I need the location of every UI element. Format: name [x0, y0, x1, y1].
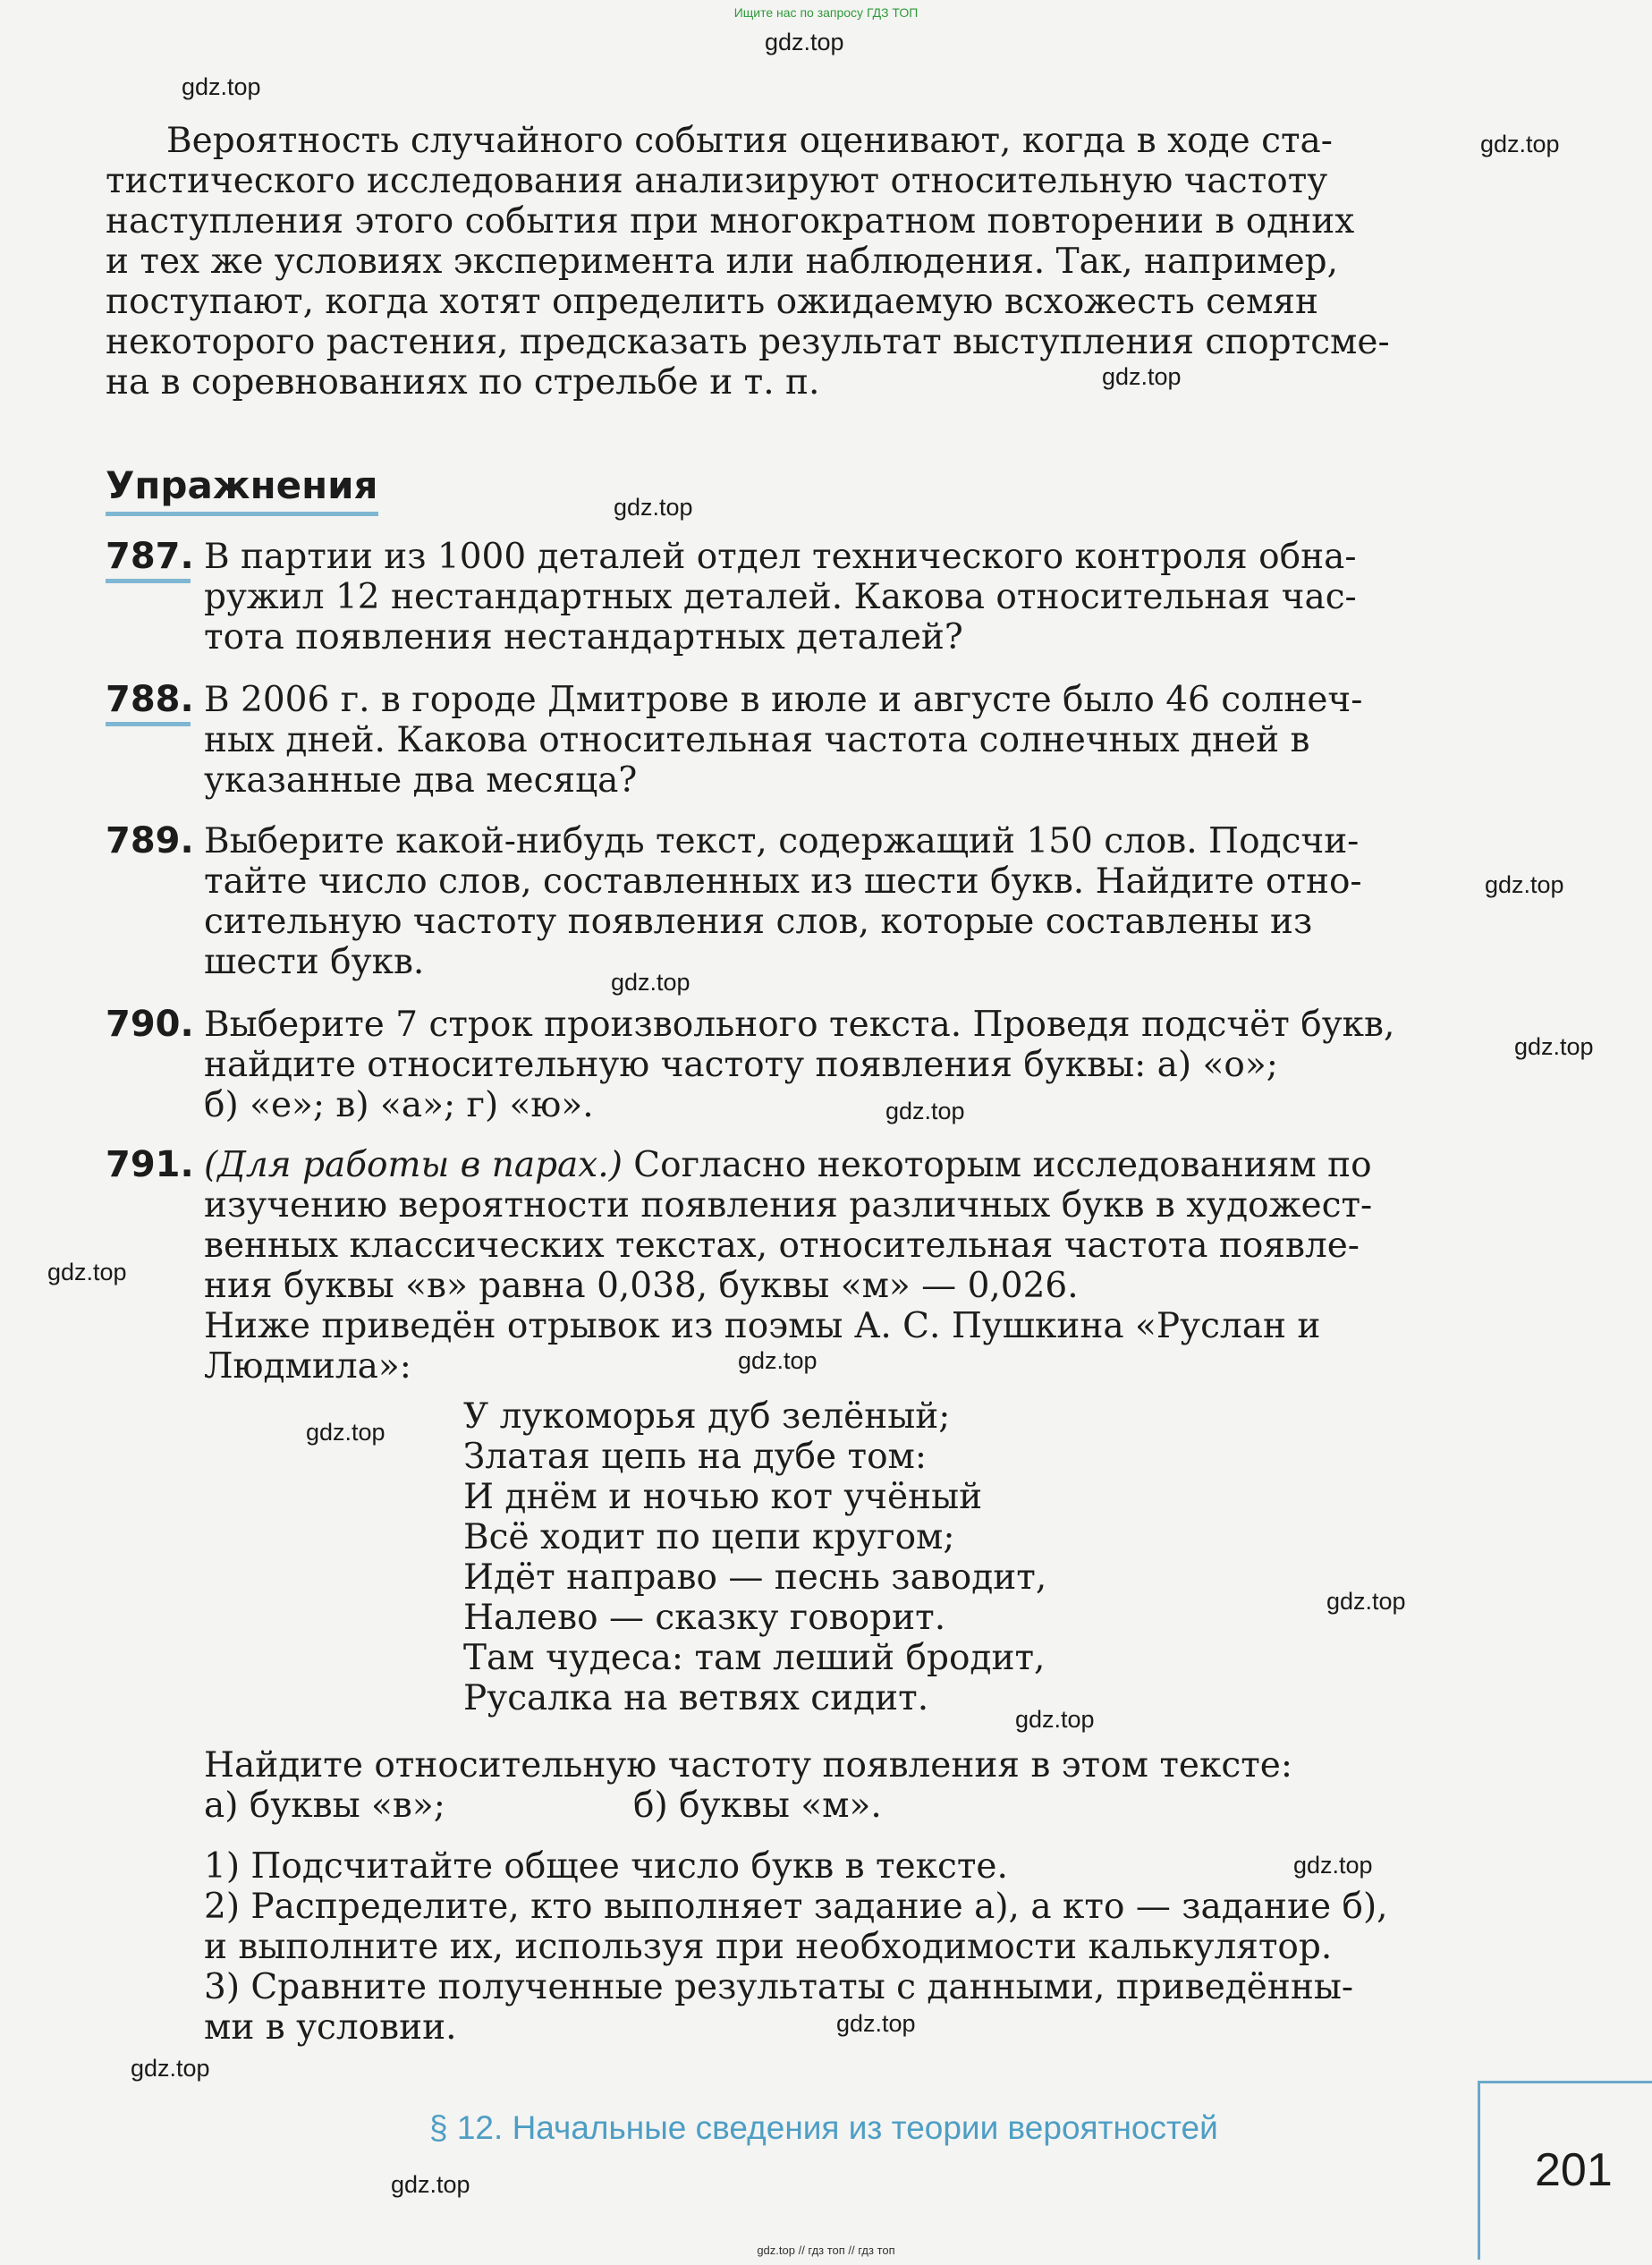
italic-note: (Для работы в парах.): [204, 1145, 623, 1185]
text-line: Выберите какой-нибудь текст, содержащий 150 слов. Подсчи-: [204, 821, 1360, 861]
watermark: gdz.top: [738, 1347, 818, 1374]
text-line: Вероятность случайного события оценивают, когда в ходе ста-: [166, 121, 1333, 161]
text-line: б) «е»; в) «а»; г) «ю».: [204, 1085, 594, 1125]
exercise-text: [204, 821, 1483, 982]
task-step: и выполните их, используя при необходимости калькулятор.: [204, 1927, 1333, 1967]
task-step: 2) Распределите, кто выполняет задание а), а кто — задание б),: [204, 1887, 1388, 1927]
poem-excerpt: [463, 1396, 1046, 1718]
text-line: Людмила»:: [204, 1346, 411, 1387]
text-line: венных классических текстах, относительная частота появле-: [204, 1226, 1360, 1266]
intro-paragraph: [166, 121, 1476, 161]
watermark: gdz.top: [1326, 1588, 1406, 1615]
poem-line: Налево — сказку говорит.: [463, 1598, 946, 1638]
watermark: gdz.top: [1293, 1852, 1373, 1879]
poem-line: У лукоморья дуб зелёный;: [463, 1396, 951, 1437]
section-footer: § 12. Начальные сведения из теории вероятностей: [429, 2109, 1218, 2146]
poem-line: Русалка на ветвях сидит.: [463, 1678, 929, 1718]
exercise-text: [204, 1145, 1483, 1387]
text-line: В 2006 г. в городе Дмитрове в июле и августе было 46 солнеч-: [204, 680, 1363, 720]
task-prompt: Найдите относительную частоту появления в этом тексте:: [204, 1745, 1293, 1786]
text-line: тота появления нестандартных деталей?: [204, 617, 963, 657]
watermark: gdz.top: [306, 1419, 385, 1446]
task-step: ми в условии.: [204, 2007, 457, 2048]
poem-line: И днём и ночью кот учёный: [463, 1477, 983, 1517]
watermark: gdz.top: [765, 29, 844, 55]
text-fragment: Согласно некоторым исследованиям по: [622, 1145, 1372, 1185]
watermark: gdz.top: [1514, 1033, 1594, 1060]
watermark: gdz.top: [1015, 1706, 1095, 1733]
number-underline: [106, 722, 191, 726]
text-line: В партии из 1000 деталей отдел технического контроля обна-: [204, 537, 1357, 577]
exercise-number: 788.: [106, 679, 194, 720]
poem-line: Златая цепь на дубе том:: [463, 1437, 928, 1477]
exercise-number: 787.: [106, 536, 194, 577]
text-line: ния буквы «в» равна 0,038, буквы «м» — 0,026.: [204, 1266, 1079, 1306]
watermark: gdz.top: [182, 73, 261, 100]
watermark: gdz.top: [47, 1259, 127, 1285]
text-line: ных дней. Какова относительная частота солнечных дней в: [204, 720, 1310, 760]
poem-line: Идёт направо — песнь заводит,: [463, 1557, 1047, 1598]
text-line: Выберите 7 строк произвольного текста. Проведя подсчёт букв,: [204, 1005, 1395, 1045]
exercise-number: 789.: [106, 820, 194, 861]
exercise-text: [204, 1005, 1483, 1125]
text-line: Ниже приведён отрывок из поэмы А. С. Пушкина «Руслан и: [204, 1306, 1321, 1346]
page-number: 201: [1535, 2144, 1613, 2196]
text-line: некоторого растения, предсказать результат выступления спортсме-: [106, 322, 1390, 362]
watermark: gdz.top: [391, 2171, 470, 2198]
poem-line: Там чудеса: там леший бродит,: [463, 1638, 1046, 1678]
section-heading: Упражнения: [106, 463, 378, 507]
top-banner: Ищите нас по запросу ГДЗ ТОП: [733, 5, 919, 20]
text-line: наступления этого события при многократном повторении в одних: [106, 201, 1355, 242]
watermark: gdz.top: [1102, 363, 1182, 390]
bottom-banner: gdz.top // гдз топ // гдз топ: [757, 2244, 895, 2257]
task-step: 1) Подсчитайте общее число букв в тексте.: [204, 1846, 1008, 1887]
watermark: gdz.top: [611, 969, 690, 996]
watermark: gdz.top: [1480, 131, 1560, 157]
text-line: и тех же условиях эксперимента или наблюдения. Так, например,: [106, 242, 1339, 282]
exercise-text: [204, 537, 1483, 657]
watermark: gdz.top: [885, 1098, 965, 1124]
task-steps: [204, 1846, 1483, 2048]
text-line: найдите относительную частоту появления буквы: а) «о»;: [204, 1045, 1278, 1085]
text-line: ружил 12 нестандартных деталей. Какова относительная час-: [204, 577, 1357, 617]
task-block: [204, 1745, 1483, 1826]
heading-underline: [106, 512, 378, 516]
text-line: тайте число слов, составленных из шести букв. Найдите отно-: [204, 861, 1362, 902]
intro-paragraph-cont: [106, 161, 1476, 403]
task-option-b: б) буквы «м».: [633, 1786, 882, 1826]
watermark: gdz.top: [614, 494, 693, 521]
text-line: сительную частоту появления слов, которые составлены из: [204, 902, 1313, 942]
task-options: [204, 1786, 1483, 1826]
number-underline: [106, 579, 191, 583]
text-line: шести букв.: [204, 942, 425, 982]
exercise-number: 790.: [106, 1004, 194, 1045]
text-line: поступают, когда хотят определить ожидаемую всхожесть семян: [106, 282, 1319, 322]
text-line: на в соревнованиях по стрельбе и т. п.: [106, 362, 820, 403]
task-option-a: а) буквы «в»;: [204, 1786, 445, 1826]
exercise-text: [204, 680, 1483, 801]
task-step: 3) Сравните полученные результаты с данными, приведённы-: [204, 1967, 1354, 2007]
text-line: изучению вероятности появления различных букв в художест-: [204, 1185, 1373, 1226]
poem-line: Всё ходит по цепи кругом;: [463, 1517, 955, 1557]
text-line: указанные два месяца?: [204, 760, 638, 801]
exercise-number: 791.: [106, 1144, 194, 1185]
text-line: [204, 1145, 1483, 1185]
watermark: gdz.top: [1485, 871, 1564, 898]
text-line: тистического исследования анализируют относительную частоту: [106, 161, 1328, 201]
watermark: gdz.top: [131, 2055, 210, 2082]
watermark: gdz.top: [836, 2010, 916, 2037]
